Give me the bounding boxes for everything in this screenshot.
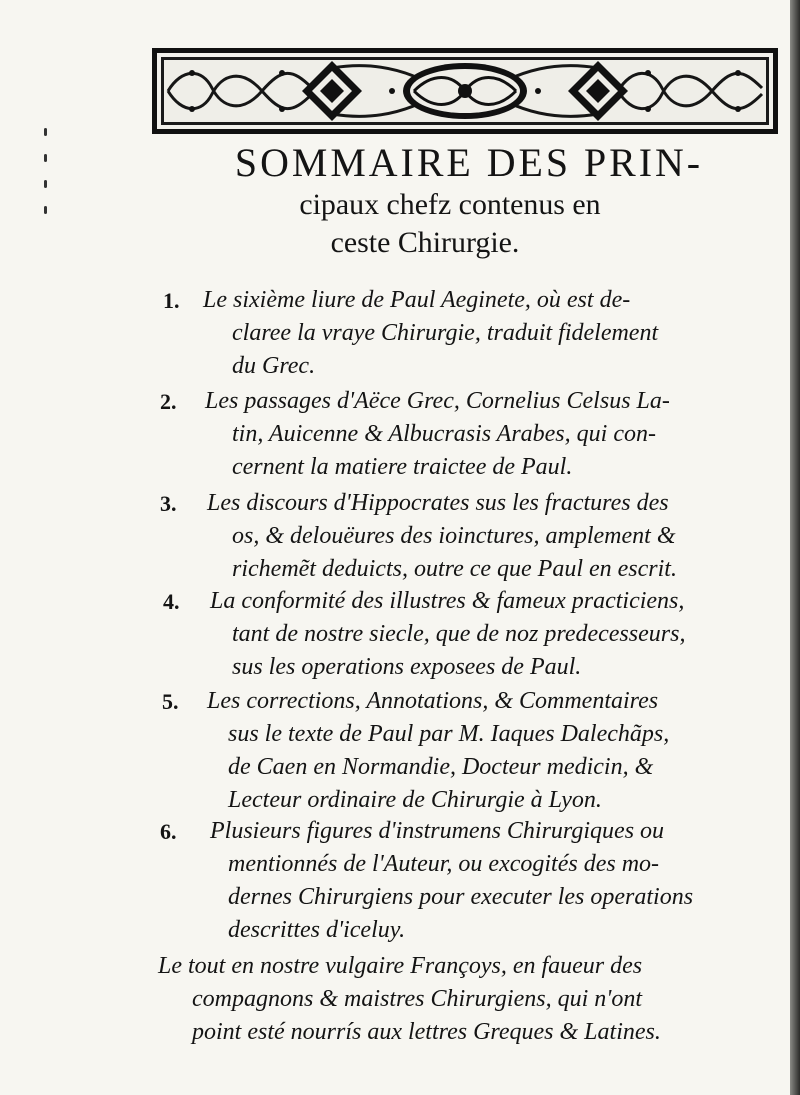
- central-oval-ornament: [403, 63, 527, 119]
- entry-line: Les corrections, Annotations, & Commentaires: [207, 688, 659, 714]
- entry-line: richemẽt deduicts, outre ce que Paul en escrit.: [232, 556, 677, 582]
- entry-line: cernent la matiere traictee de Paul.: [232, 454, 573, 480]
- margin-marks: [44, 128, 50, 232]
- entry-line: sus les operations exposees de Paul.: [232, 654, 582, 680]
- title-line-1: SOMMAIRE DES PRIN-: [234, 140, 704, 185]
- entry-line: Plusieurs figures d'instrumens Chirurgiques ou: [210, 818, 665, 844]
- entry-number: 5.: [162, 689, 179, 714]
- entry-line: La conformité des illustres & fameux practiciens,: [210, 588, 685, 614]
- title-line-3: ceste Chirurgie.: [330, 226, 520, 259]
- closing-line: Le tout en nostre vulgaire Françoys, en faueur des: [158, 953, 643, 979]
- title-line-2: cipaux chefz contenus en: [299, 188, 601, 221]
- entry-line: Le sixième liure de Paul Aeginete, où est de-: [203, 287, 631, 313]
- entry-line: Lecteur ordinaire de Chirurgie à Lyon.: [228, 787, 602, 813]
- entry-number: 2.: [160, 389, 177, 414]
- entry-line: descrittes d'iceluy.: [228, 917, 406, 943]
- entry-line: dernes Chirurgiens pour executer les operations: [228, 884, 694, 910]
- entry-number: 6.: [160, 819, 177, 844]
- entry-line: Les discours d'Hippocrates sus les fractures des: [207, 490, 669, 516]
- entry-line: du Grec.: [232, 353, 316, 379]
- entry-line: tin, Auicenne & Albucrasis Arabes, qui con-: [232, 421, 656, 447]
- entry-line: os, & delouëures des ioinctures, amplement &: [232, 523, 676, 549]
- entry-line: mentionnés de l'Auteur, ou excogités des mo-: [228, 851, 660, 877]
- ornamental-headpiece: [152, 48, 778, 134]
- entry-line: claree la vraye Chirurgie, traduit fidelement: [232, 320, 659, 346]
- entry-line: Les passages d'Aëce Grec, Cornelius Celsus La-: [205, 388, 670, 414]
- entry-number: 3.: [160, 491, 177, 516]
- entry-number: 4.: [163, 589, 180, 614]
- closing-line: point esté nourrís aux lettres Greques & Latines.: [192, 1019, 661, 1045]
- summary-title: [150, 140, 780, 262]
- entry-line: tant de nostre siecle, que de noz predecesseurs,: [232, 621, 686, 647]
- closing-line: compagnons & maistres Chirurgiens, qui n'ont: [192, 986, 643, 1012]
- entry-number: 1.: [163, 288, 180, 313]
- entry-line: sus le texte de Paul par M. Iaques Dalechãps,: [228, 721, 670, 747]
- entry-line: de Caen en Normandie, Docteur medicin, &: [228, 754, 654, 780]
